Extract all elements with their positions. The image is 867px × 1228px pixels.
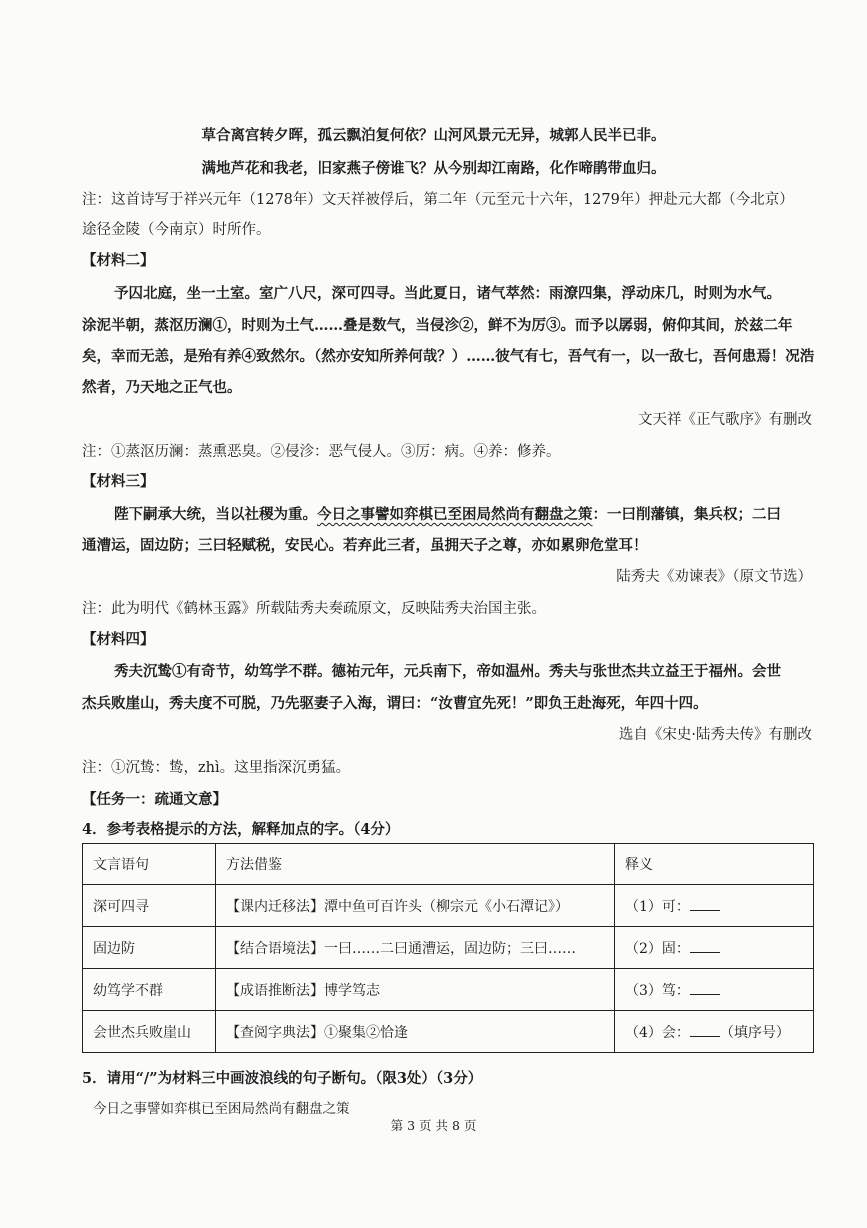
header-sentence: 文言语句 <box>83 844 216 885</box>
answer-blank[interactable] <box>690 938 720 953</box>
question-5-sentence[interactable]: 今日之事譬如弈棋已至困局然尚有翻盘之策 <box>93 1101 350 1117</box>
wavy-underlined-sentence: 今日之事譬如弈棋已至困局然尚有翻盘之策 <box>317 506 593 523</box>
row-method: 【课内迁移法】潭中鱼可百许头（柳宗元《小石潭记》） <box>216 885 615 927</box>
row-meaning <box>615 927 814 969</box>
poem-line-2: 满地芦花和我老，旧家燕子傍谁飞？从今别却江南路，化作啼鹃带血归。 <box>201 160 666 177</box>
material-4-heading: 【材料四】 <box>82 631 155 648</box>
row-meaning-label: （1）可： <box>625 898 690 915</box>
task-1-heading: 【任务一：疏通文意】 <box>82 791 227 808</box>
table-header-row <box>83 844 814 885</box>
material-2-source: 文天祥《正气歌序》有删改 <box>638 412 812 428</box>
row-sentence: 固边防 <box>83 927 216 969</box>
material-3-heading: 【材料三】 <box>82 473 155 490</box>
header-method: 方法借鉴 <box>216 844 615 885</box>
header-meaning: 释义 <box>615 844 814 885</box>
answer-blank[interactable] <box>690 896 720 911</box>
row-meaning <box>615 885 814 927</box>
material-2-line-1: 予囚北庭，坐一土室。室广八尺，深可四寻。当此夏日，诸气萃然：雨潦四集，浮动床几，时则为水气。 <box>114 285 781 302</box>
poem-note-line-1: 注：这首诗写于祥兴元年（1278年）文天祥被俘后，第二年（元至元十六年，1279年）押赴元大都（今北京） <box>82 192 794 208</box>
material-4-note: 注：①沉鸷：鸷，zhì。这里指深沉勇猛。 <box>82 760 351 776</box>
page-number: 第 3 页 共 8 页 <box>390 1118 477 1133</box>
material-2-line-3: 矣，幸而无恙，是殆有养④致然尔。（然亦安知所养何哉？）……彼气有七，吾气有一，以一敌七，吾何患焉！况浩 <box>82 348 815 365</box>
row-meaning-label: （2）固： <box>625 940 690 957</box>
row-meaning-suffix: （填序号） <box>719 1024 790 1041</box>
poem-note-line-2: 途径金陵（今南京）时所作。 <box>82 222 271 238</box>
material-3-line-1 <box>114 503 781 524</box>
row-meaning <box>615 1011 814 1053</box>
table-row <box>83 927 814 969</box>
question-5-prompt: 5．请用“/”为材料三中画波浪线的句子断句。（限3处）（3分） <box>82 1070 483 1087</box>
material-2-line-4: 然者，乃天地之正气也。 <box>82 379 242 396</box>
material-4-line-2: 杰兵败崖山，秀夫度不可脱，乃先驱妻子入海，谓曰：“汝曹宜先死！”即负王赴海死，年四十四。 <box>82 695 708 712</box>
material-3-line-2: 通漕运，固边防；三曰轻赋税，安民心。若弃此三者，虽拥天子之尊，亦如累卵危堂耳！ <box>82 537 648 554</box>
row-method: 【查阅字典法】①聚集②恰逢 <box>216 1011 615 1053</box>
question-4-prompt: 4．参考表格提示的方法，解释加点的字。（4分） <box>82 821 400 838</box>
answer-blank[interactable] <box>690 1022 720 1037</box>
material-4-line-1: 秀夫沉鸷①有奇节，幼笃学不群。德祐元年，元兵南下，帝如温州。秀夫与张世杰共立益王于福州。会世 <box>114 663 781 680</box>
material-3-note: 注：此为明代《鹤林玉露》所载陆秀夫奏疏原文，反映陆秀夫治国主张。 <box>82 601 546 617</box>
material-2-line-2: 涂泥半朝，蒸沤历澜①，时则为土气……叠是数气，当侵沴②，鲜不为厉③。而予以孱弱，俯仰其间，於兹二年 <box>82 317 793 334</box>
question-4-table <box>82 843 814 1053</box>
table-row <box>83 1011 814 1053</box>
row-method: 【成语推断法】博学笃志 <box>216 969 615 1011</box>
row-meaning <box>615 969 814 1011</box>
row-sentence: 幼笃学不群 <box>83 969 216 1011</box>
row-sentence: 会世杰兵败崖山 <box>83 1011 216 1053</box>
answer-blank[interactable] <box>690 980 720 995</box>
row-meaning-label: （4）会： <box>625 1024 690 1041</box>
material-4-source: 选自《宋史·陆秀夫传》有删改 <box>618 727 812 743</box>
material-3-line-1-prefix: 陛下嗣承大统，当以社稷为重。 <box>114 506 317 523</box>
row-meaning-label: （3）笃： <box>625 982 690 999</box>
material-2-note: 注：①蒸沤历澜：蒸熏恶臭。②侵沴：恶气侵人。③厉：病。④养：修养。 <box>82 444 561 460</box>
material-2-heading: 【材料二】 <box>82 252 155 269</box>
table-row <box>83 969 814 1011</box>
poem-line-1: 草合离宫转夕晖，孤云飘泊复何依？山河风景元无异，城郭人民半已非。 <box>201 127 666 144</box>
table-row <box>83 885 814 927</box>
row-sentence: 深可四寻 <box>83 885 216 927</box>
material-3-source: 陆秀夫《劝谏表》（原文节选） <box>616 569 812 585</box>
material-3-line-1-suffix: ：一曰削藩镇，集兵权；二曰 <box>592 506 781 523</box>
row-method: 【结合语境法】一曰……二曰通漕运，固边防；三曰…… <box>216 927 615 969</box>
